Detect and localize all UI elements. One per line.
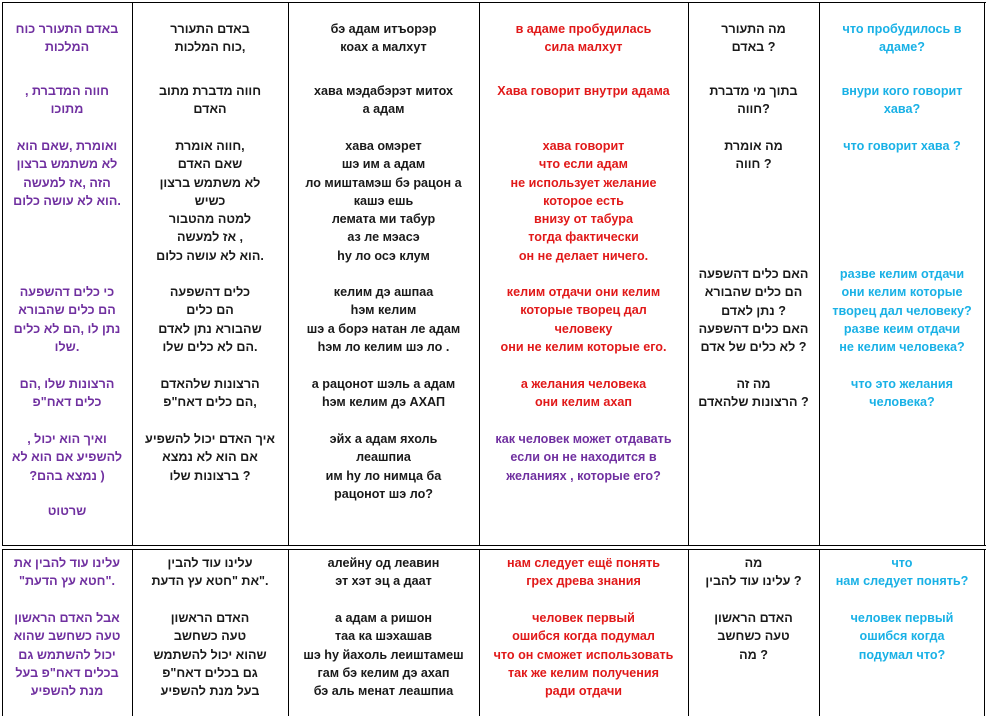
text-block: бэ адам итъорэр коах а малхут xyxy=(330,22,437,55)
text-block: в адаме пробудилась сила малхут xyxy=(515,22,652,55)
text-block: עלינו עוד להבין ."את "חטא עץ הדעת xyxy=(151,556,269,589)
text-block: מה אומרת ? חווה xyxy=(724,139,783,172)
cell-row2-col3 xyxy=(292,554,475,714)
column-divider xyxy=(288,2,289,716)
text-block: разве келим отдачи они келим которые творец дал человеку? разве кеим отдачи не келим человека? xyxy=(832,267,972,355)
cell-row1-col2 xyxy=(136,20,284,540)
text-block: האדם הראשון טעה כשחשב שהוא יכול להשתמש גם בכלים דאח"פ בעל מנת להשפיע xyxy=(153,611,267,699)
text-block: באדם התעורר ,כוח המלכות xyxy=(170,22,250,55)
text-block: келим отдачи они келим которые творец дал человеку они не келим которые его. xyxy=(500,285,667,354)
cell-row1-col3 xyxy=(292,20,475,540)
text-block: מה זה ? הרצונות שלהאדם xyxy=(698,377,809,410)
text-block: а рацонот шэль а адам hэм келим дэ АХАП xyxy=(311,377,456,410)
text-block: ,חווה אומרת שאם האדם לא משתמש ברצון כשיש למטה מהטבור , אז למעשה .הוא לא עושה כלום xyxy=(156,139,264,263)
column-divider xyxy=(479,2,480,716)
column-divider xyxy=(984,2,985,716)
text-block: אבל האדם הראשון טעה כשחשב שהוא יכול להשתמש גם בכלים דאח"פ בעל מנת להשפיע xyxy=(13,611,121,699)
text-block: келим дэ ашпаа hэм келим шэ а борэ натан ле адам hэм ло келим шэ ло . xyxy=(306,285,461,354)
text-block: עלינו עוד להבין את ."חטא עץ הדעת" xyxy=(13,556,121,589)
column-divider xyxy=(132,2,133,716)
cell-row1-col6 xyxy=(823,20,981,540)
text-block: а адам а ришон таа ка шэхашав шэ hу йахоль леиштамеш гам бэ келим дэ ахап бэ аль менат леашпиа xyxy=(303,611,464,699)
cell-row2-col2 xyxy=(136,554,284,714)
column-divider xyxy=(2,2,3,716)
cell-row2-col6 xyxy=(823,554,981,714)
text-block: חווה מדברת מתוב האדם xyxy=(158,84,262,117)
text-block: как человек может отдавать если он не находится в желаниях , которые его? xyxy=(495,432,672,483)
cell-row1-col5 xyxy=(692,20,815,540)
text-block: нам следует ещё понять грех древа знания xyxy=(506,556,661,589)
text-block: внури кого говорит хава? xyxy=(841,84,963,117)
text-block: что это желания человека? xyxy=(851,377,953,410)
text-block: האם כלים דהשפעה הם כלים שהבורא ? נתן לאדם האם כלים דהשפעה ? לא כלים של אדם xyxy=(698,267,809,355)
text-block: שרטוט xyxy=(47,504,87,518)
text-block: что нам следует понять? xyxy=(835,556,969,589)
table-top-border xyxy=(2,2,986,3)
text-block: כלים דהשפעה הם כלים שהבורא נתן לאדם .הם לא כלים שלו xyxy=(158,285,262,354)
table xyxy=(2,2,986,716)
text-block: ואומרת ,שאם הוא לא משתמש ברצון הזה ,אז למעשה .הוא לא עושה כלום xyxy=(13,139,121,208)
text-block: алейну од леавин эт хэт эц а даат xyxy=(327,556,440,589)
cell-row2-col4 xyxy=(483,554,684,714)
row-divider xyxy=(2,545,986,550)
text-block: מה ? עלינו עוד להבין xyxy=(705,556,802,589)
text-block: האדם הראשון טעה כשחשב ? מה xyxy=(714,611,793,662)
text-block: Хава говорит внутри адама xyxy=(497,84,670,98)
text-block: хава говорит что если адам не использует желание которое есть внизу от табура тогда фактически он не делает ничего. xyxy=(510,139,657,263)
text-block: а желания человека они келим ахап xyxy=(520,377,647,410)
text-block: איך האדם יכול להשפיע אם הוא לא נמצא ? ברצונות שלו xyxy=(145,432,275,483)
cell-row2-col1 xyxy=(6,554,128,714)
cell-row2-col5 xyxy=(692,554,815,714)
text-block: хава мэдабэрэт митох а адам xyxy=(313,84,454,117)
text-block: что пробудилось в адаме? xyxy=(842,22,962,55)
text-block: человек первый ошибся когда подумал что? xyxy=(850,611,954,662)
text-block: חווה המדברת , מתוכו xyxy=(24,84,110,117)
text-block: הרצונות שלו ,הם כלים דאח"פ xyxy=(19,377,115,410)
cell-row1-col1 xyxy=(6,20,128,540)
column-divider xyxy=(819,2,820,716)
cell-row1-col4 xyxy=(483,20,684,540)
text-block: ואיך הוא יכול , להשפיע אם הוא לא ( נמצא בהם? xyxy=(11,432,123,483)
text-block: хава омэрет шэ им а адам ло миштамэш бэ рацон а кашэ ешь лемата ми табур аз ле мэасэ hу ло осэ клум xyxy=(305,139,462,263)
text-block: что говорит хава ? xyxy=(843,139,961,153)
text-block: הרצונות שלהאדם ,הם כלים דאח"פ xyxy=(160,377,260,410)
column-divider xyxy=(688,2,689,716)
text-block: באדם התעורר כוח המלכות xyxy=(15,22,119,55)
text-block: בתוך מי מדברת ?חווה xyxy=(709,84,798,117)
text-block: כי כלים דהשפעה הם כלים שהבורא נתן לו ,הם לא כלים .שלו xyxy=(13,285,121,354)
text-block: מה התעורר ? באדם xyxy=(721,22,786,55)
text-block: человек первый ошибся когда подумал что он сможет использовать так же келим получения ради отдачи xyxy=(493,611,674,699)
text-block: эйх а адам яхоль леашпиа им hу ло нимца ба рацонот шэ ло? xyxy=(325,432,442,501)
